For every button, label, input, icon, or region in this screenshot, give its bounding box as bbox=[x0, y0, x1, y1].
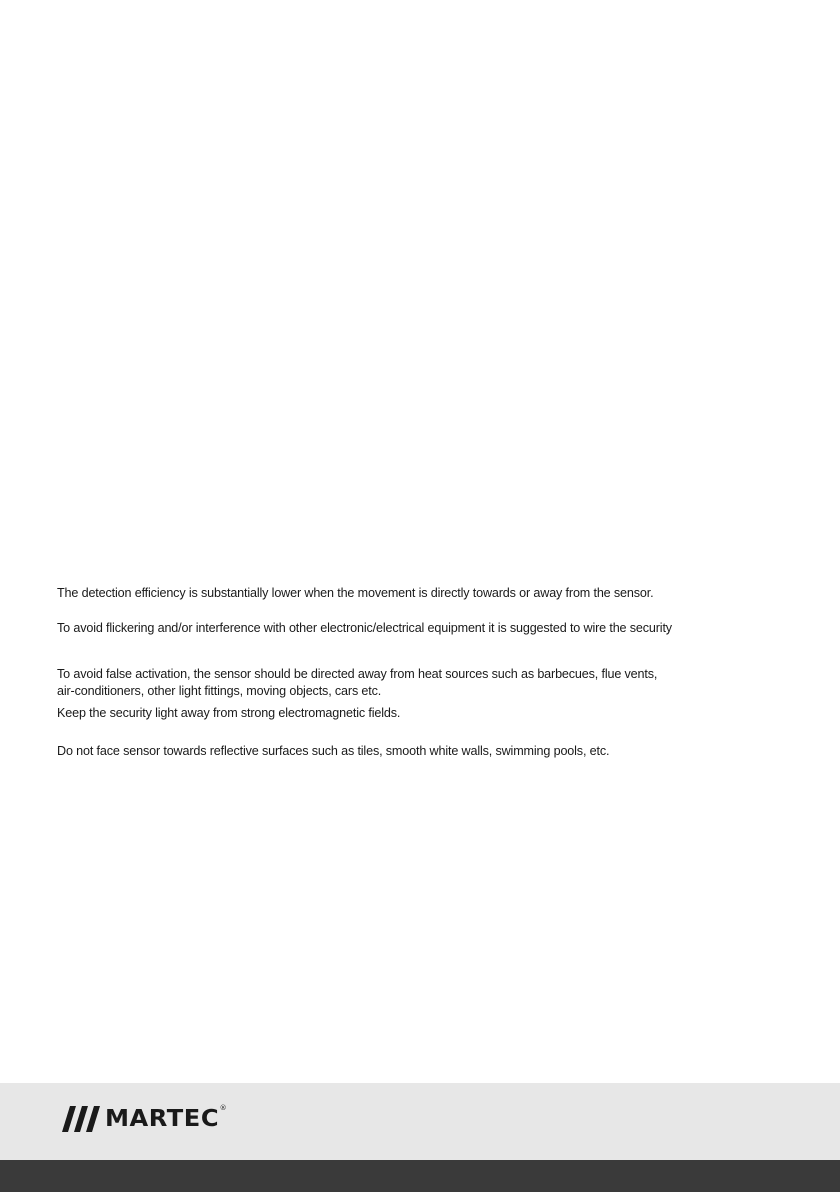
note-electromagnetic: Keep the security light away from strong electromagnetic fields. bbox=[57, 706, 401, 720]
note-false-activation-cont: air-conditioners, other light fittings, moving objects, cars etc. bbox=[57, 684, 382, 698]
note-detection-efficiency: The detection efficiency is substantially lower when the movement is directly towards or away from the sensor. bbox=[57, 586, 654, 600]
logo-slashes-icon bbox=[62, 1106, 100, 1132]
footer-bar bbox=[0, 1160, 840, 1192]
note-reflective-surfaces: Do not face sensor towards reflective surfaces such as tiles, smooth white walls, swimming pools, etc. bbox=[57, 744, 610, 758]
note-flickering: To avoid flickering and/or interference with other electronic/electrical equipment it is suggested to wire the security bbox=[57, 621, 672, 635]
brand-name: MARTEC bbox=[105, 1106, 220, 1132]
note-false-activation: To avoid false activation, the sensor should be directed away from heat sources such as barbecues, flue vents, bbox=[57, 667, 658, 681]
registered-mark: ® bbox=[219, 1104, 227, 1112]
instruction-notes bbox=[57, 585, 797, 760]
brand-logo bbox=[62, 1104, 227, 1134]
